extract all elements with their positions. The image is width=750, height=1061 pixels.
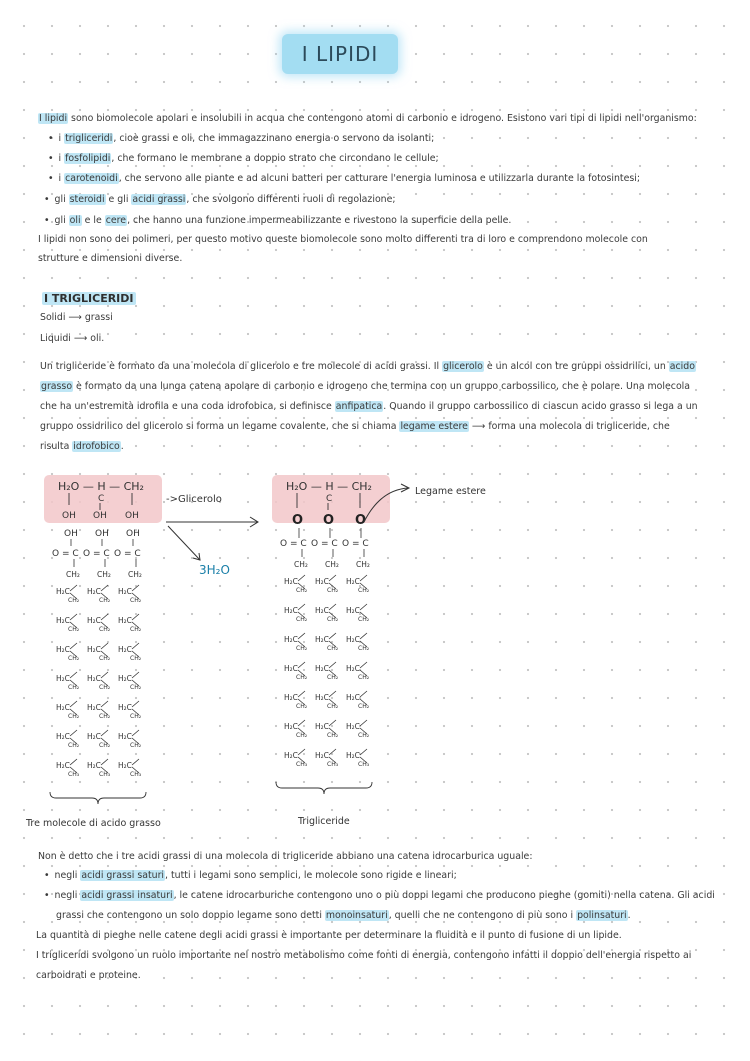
h2c-l1: H₂C <box>56 703 70 712</box>
outro-l4: La quantità di pieghe nelle catene degli acidi grassi è importante per determinare la fluidità e il punto di fusione di un lipide. <box>36 930 622 941</box>
h2c-l2: H₂C <box>87 761 101 770</box>
carboxyl-l2: O = C <box>83 549 110 559</box>
t: gli <box>54 215 69 226</box>
t: . <box>627 910 631 921</box>
carboxyl-l1: O = C <box>52 549 79 559</box>
bond <box>360 604 367 610</box>
h2c-r3: H₂C <box>346 577 360 586</box>
h2c-r2: H₂C <box>315 693 329 702</box>
h2c-l3: H₂C <box>118 732 132 741</box>
intro-text: sono biomolecole apolari e insolubili in acqua che contengono atomi di carbonio e idrogeno. Esistono vari tipi di lipidi nell'organismo: <box>68 113 697 124</box>
ch2-l3: CH₂ <box>128 570 142 579</box>
h2c-r2: H₂C <box>315 722 329 731</box>
bond <box>298 633 305 639</box>
hl-fosfolipidi: fosfolipidi <box>65 153 111 164</box>
oh-acid-l1: OH <box>64 529 78 539</box>
h2c-l3: H₂C <box>118 587 132 596</box>
glicerolo-label: ->Glicerolo <box>166 494 222 505</box>
title-box <box>282 34 398 74</box>
ch2-r3: CH₂ <box>358 587 370 594</box>
ch2-r2: CH₂ <box>327 616 339 623</box>
h2c-r1: H₂C <box>284 722 298 731</box>
bond <box>329 575 336 581</box>
ch2-r1: CH₂ <box>296 674 308 681</box>
t: , tutti i legami sono semplici, le molecole sono rigide e lineari; <box>165 870 457 881</box>
ch2-l2: CH₂ <box>97 570 111 579</box>
ch2-r3: CH₂ <box>358 616 370 623</box>
h2c-r3: H₂C <box>346 693 360 702</box>
ester-o-1: O <box>292 513 304 528</box>
t: e le <box>81 215 105 226</box>
t: Solidi <box>40 312 66 323</box>
ch2-r2: CH₂ <box>327 645 339 652</box>
t: grassi che contengono un solo doppio legame sono detti <box>56 910 325 921</box>
triglyceride-diagram <box>0 460 750 840</box>
ch3-l2: CH₃ <box>99 771 111 778</box>
ch2-l3: CH₂ <box>130 655 142 662</box>
intro-p2-line2: strutture e dimensioni diverse. <box>38 253 183 264</box>
h2c-l1: H₂C <box>56 732 70 741</box>
ch2-l1: CH₂ <box>68 597 80 604</box>
trig-para-l4: gruppo ossidrilico del glicerolo si forma un legame covalente, che si chiama legame estere ⟶ forma una molecola di trigliceride, che <box>40 421 670 432</box>
t: risulta <box>40 441 73 452</box>
outro-bullet-insaturi <box>44 889 715 903</box>
ch2-l3: CH₂ <box>130 597 142 604</box>
bond <box>70 672 77 678</box>
outro-bullet-saturi <box>44 869 457 883</box>
bond <box>101 672 108 678</box>
outro-l1: Non è detto che i tre acidi grassi di una molecola di trigliceride abbiano una catena idrocarburica uguale: <box>38 851 533 862</box>
bullet-oli-cere <box>44 214 511 228</box>
outro-l5: I trigliceridi svolgono un ruolo importante nel nostro metabolismo come fonti di energia, contengono infatti il doppio dell'energia rispetto ai <box>36 950 692 961</box>
h2c-r1: H₂C <box>284 635 298 644</box>
ch2-r3: CH₂ <box>358 732 370 739</box>
bond <box>298 662 305 668</box>
ch2-l2: CH₂ <box>99 597 111 604</box>
h2c-l2: H₂C <box>87 674 101 683</box>
ch2-r2: CH₂ <box>327 732 339 739</box>
h2c-r2: H₂C <box>315 664 329 673</box>
bond <box>360 633 367 639</box>
brace-right <box>276 782 372 794</box>
t: negli <box>54 890 81 901</box>
glycerol-c-right: C <box>326 494 333 504</box>
bullet-carotenoidi <box>48 172 640 186</box>
carboxyl-r1: O = C <box>280 539 307 549</box>
h2c-l3: H₂C <box>118 703 132 712</box>
carboxyl-r3: O = C <box>342 539 369 549</box>
t: . Quando il gruppo carbossilico di ciascun acido grasso si lega a un <box>383 401 698 412</box>
h2c-r2: H₂C <box>315 577 329 586</box>
ch2-l2: CH₂ <box>99 713 111 720</box>
t: grassi <box>84 312 113 323</box>
oh-acid-l3: OH <box>126 529 140 539</box>
carboxyl-l3: O = C <box>114 549 141 559</box>
heading-text: I TRIGLICERIDI <box>44 292 134 305</box>
ch2-l1: CH₂ <box>68 713 80 720</box>
hl-lipidi: I lipidi <box>39 113 68 124</box>
h2c-r1: H₂C <box>284 606 298 615</box>
bond <box>329 749 336 755</box>
h2c-r1: H₂C <box>284 577 298 586</box>
bond <box>298 604 305 610</box>
h2c-l1: H₂C <box>56 674 70 683</box>
ch2-l1: CH₂ <box>68 684 80 691</box>
page-title: I LIPIDI <box>301 42 379 66</box>
h2c-r3: H₂C <box>346 751 360 760</box>
bond <box>298 575 305 581</box>
ch2-l1: CH₂ <box>68 655 80 662</box>
h2c-l2: H₂C <box>87 703 101 712</box>
h2c-r1: H₂C <box>284 751 298 760</box>
h2c-r1: H₂C <box>284 693 298 702</box>
ch3-r1: CH₃ <box>296 761 308 768</box>
bond <box>329 604 336 610</box>
h2c-r3: H₂C <box>346 664 360 673</box>
hl-acido: acido <box>669 361 695 372</box>
hl-polinsaturi: polinsaturi <box>577 910 627 921</box>
bond <box>360 662 367 668</box>
bond <box>101 614 108 620</box>
bond <box>132 585 139 591</box>
estere-label: Legame estere <box>415 486 486 497</box>
ch2-l2: CH₂ <box>99 626 111 633</box>
bond <box>132 672 139 678</box>
bond <box>132 643 139 649</box>
h2c-l2: H₂C <box>87 645 101 654</box>
bond <box>70 643 77 649</box>
ch2-l2: CH₂ <box>99 655 111 662</box>
ch2-l2: CH₂ <box>99 742 111 749</box>
oh-left-3: OH <box>125 511 139 521</box>
section-heading <box>42 292 136 305</box>
hl-legame-estere: legame estere <box>400 421 468 432</box>
hl-glicerolo: glicerolo <box>443 361 483 372</box>
t: forma una molecola di trigliceride, che <box>488 421 670 432</box>
ch2-r2: CH₂ <box>327 587 339 594</box>
ch3-l3: CH₃ <box>130 771 142 778</box>
bond <box>329 691 336 697</box>
t: e gli <box>105 194 132 205</box>
intro-line-1 <box>38 112 697 126</box>
oh-left-2: OH <box>93 511 107 521</box>
glycerol-formula-left: H₂O — H — CH₂ <box>58 480 144 493</box>
t: , le catene idrocarburiche contengono uno o più doppi legami che producono pieghe (gomiti) nella catena. Gli acidi <box>173 890 715 901</box>
hl-anfipatica: anfipatica <box>335 401 383 412</box>
hl-steroidi: steroidi <box>69 194 105 205</box>
glycerol-c-left: C <box>98 494 105 504</box>
bond <box>329 720 336 726</box>
bond <box>329 662 336 668</box>
t: che ha un'estremità idrofila e una coda idrofobica, si definisce <box>40 401 335 412</box>
ch2-r1: CH₂ <box>296 732 308 739</box>
t: , che hanno una funzione impermeabilizzante e rivestono la superficie della pelle. <box>127 215 512 226</box>
h2c-l1: H₂C <box>56 616 70 625</box>
trig-para-l1 <box>40 360 696 374</box>
bond <box>70 730 77 736</box>
t: i <box>58 133 65 144</box>
hl-trigliceridi: trigliceridi <box>65 133 113 144</box>
h2c-r2: H₂C <box>315 606 329 615</box>
bond <box>101 759 108 765</box>
bond <box>70 759 77 765</box>
outro-l6: carboidrati e proteine. <box>36 970 141 981</box>
t: oli <box>90 333 102 344</box>
ch2-r2: CH₂ <box>327 703 339 710</box>
ch2-l3: CH₂ <box>130 742 142 749</box>
bond <box>101 730 108 736</box>
h2c-r3: H₂C <box>346 635 360 644</box>
t: , che svolgono differenti ruoli di regolazione; <box>186 194 396 205</box>
t: è formato da una lunga catena apolare di carbonio e idrogeno che termina con un gruppo carbossilico, che è polare. Una molecola <box>73 381 691 392</box>
hl-insaturi: acidi grassi insaturi <box>81 890 173 901</box>
bullet-trigliceridi <box>48 132 434 146</box>
ch2-r2: CH₂ <box>327 674 339 681</box>
ch2-l3: CH₂ <box>130 713 142 720</box>
ch2-r3: CH₂ <box>358 703 370 710</box>
t: , quelli che ne contengono di più sono i <box>388 910 577 921</box>
oh-acid-l2: OH <box>95 529 109 539</box>
trig-para-l2 <box>40 380 690 394</box>
bond <box>70 701 77 707</box>
t: , che formano le membrane a doppio strato che circondano le cellule; <box>111 153 439 164</box>
t: Liquidi <box>40 333 71 344</box>
h2c-r3: H₂C <box>346 606 360 615</box>
bond <box>132 701 139 707</box>
bond <box>298 691 305 697</box>
bond <box>101 643 108 649</box>
ch2-l1: CH₂ <box>68 742 80 749</box>
ch2-r2: CH₂ <box>325 560 339 569</box>
h2c-l2: H₂C <box>87 587 101 596</box>
ester-o-3: O <box>355 513 367 528</box>
t: è un alcol con tre gruppi ossidrilici, un <box>483 361 669 372</box>
bond <box>298 749 305 755</box>
bond <box>132 614 139 620</box>
caption-right: Trigliceride <box>298 816 350 827</box>
ch2-l3: CH₂ <box>130 684 142 691</box>
bond <box>360 691 367 697</box>
hl-carotenoidi: carotenoidi <box>65 173 118 184</box>
ch2-r1: CH₂ <box>296 703 308 710</box>
ch2-r1: CH₂ <box>296 616 308 623</box>
solid-row: Solidi ⟶ grassi <box>40 312 113 323</box>
intro-p2-line1: I lipidi non sono dei polimeri, per questo motivo queste biomolecole sono molto differenti tra di loro e comprendono molecole con <box>38 234 648 245</box>
ch3-r3: CH₃ <box>358 761 370 768</box>
ch2-r3: CH₂ <box>358 645 370 652</box>
glicerolo-label-text: Glicerolo <box>178 494 222 505</box>
bond <box>360 720 367 726</box>
ch3-r2: CH₃ <box>327 761 339 768</box>
ch3-l1: CH₃ <box>68 771 80 778</box>
h2c-r2: H₂C <box>315 751 329 760</box>
h2c-l1: H₂C <box>56 587 70 596</box>
ch2-l2: CH₂ <box>99 684 111 691</box>
ch2-r1: CH₂ <box>294 560 308 569</box>
hl-monoinsaturi: monoinsaturi <box>325 910 388 921</box>
outro-insaturi-l2 <box>56 909 631 923</box>
h2c-l2: H₂C <box>87 616 101 625</box>
trig-para-l3 <box>40 400 698 414</box>
h2c-l3: H₂C <box>118 761 132 770</box>
ch2-l1: CH₂ <box>66 570 80 579</box>
h2c-r1: H₂C <box>284 664 298 673</box>
h2c-l1: H₂C <box>56 645 70 654</box>
bullet-steroidi <box>44 193 396 207</box>
glycerol-formula-right: H₂O — H — CH₂ <box>286 480 372 493</box>
ch2-l3: CH₂ <box>130 626 142 633</box>
bond <box>101 585 108 591</box>
bond <box>101 701 108 707</box>
brace-left <box>50 792 146 804</box>
t: Un trigliceride è formato da una molecola di glicerolo e tre molecole di acidi grassi. Il <box>40 361 443 372</box>
h2c-l3: H₂C <box>118 674 132 683</box>
hl-acidi-grassi: acidi grassi <box>132 194 186 205</box>
t: i <box>58 173 65 184</box>
bond <box>360 749 367 755</box>
t: negli <box>54 870 81 881</box>
h2c-l2: H₂C <box>87 732 101 741</box>
t: , che servono alle piante e ad alcuni batteri per catturare l'energia luminosa e utilizzarla durante la fotosintesi; <box>118 173 641 184</box>
h2c-r3: H₂C <box>346 722 360 731</box>
bond <box>70 585 77 591</box>
hl-saturi: acidi grassi saturi <box>81 870 165 881</box>
bond <box>132 730 139 736</box>
h2c-r2: H₂C <box>315 635 329 644</box>
ch2-r3: CH₂ <box>358 674 370 681</box>
ester-o-2: O <box>323 513 335 528</box>
bond <box>298 720 305 726</box>
ch2-r1: CH₂ <box>296 587 308 594</box>
liquid-row: Liquidi ⟶ oli. <box>40 333 105 344</box>
hl-idrofobico: idrofobico <box>73 441 120 452</box>
t: gli <box>54 194 69 205</box>
ch2-r1: CH₂ <box>296 645 308 652</box>
oh-left-1: OH <box>62 511 76 521</box>
water-label: 3H₂O <box>199 563 230 577</box>
carboxyl-r2: O = C <box>311 539 338 549</box>
hl-grasso: grasso <box>41 381 73 392</box>
ch2-r3: CH₂ <box>356 560 370 569</box>
t: , cioè grassi e oli, che immagazzinano energia o servono da isolanti; <box>113 133 435 144</box>
t: gruppo ossidrilico del glicerolo si forma un legame covalente, che si chiama <box>40 421 400 432</box>
bond <box>329 633 336 639</box>
bond <box>70 614 77 620</box>
t: i <box>58 153 65 164</box>
hl-cere: cere <box>105 215 127 226</box>
hl-oli: oli <box>69 215 81 226</box>
h2c-l3: H₂C <box>118 645 132 654</box>
trig-para-l5 <box>40 440 124 454</box>
ch2-l1: CH₂ <box>68 626 80 633</box>
caption-left: Tre molecole di acido grasso <box>26 818 161 829</box>
h2c-l3: H₂C <box>118 616 132 625</box>
reaction-arrow <box>166 517 258 560</box>
bond <box>132 759 139 765</box>
h2c-l1: H₂C <box>56 761 70 770</box>
t: . <box>120 441 124 452</box>
bond <box>360 575 367 581</box>
bullet-fosfolipidi <box>48 152 439 166</box>
